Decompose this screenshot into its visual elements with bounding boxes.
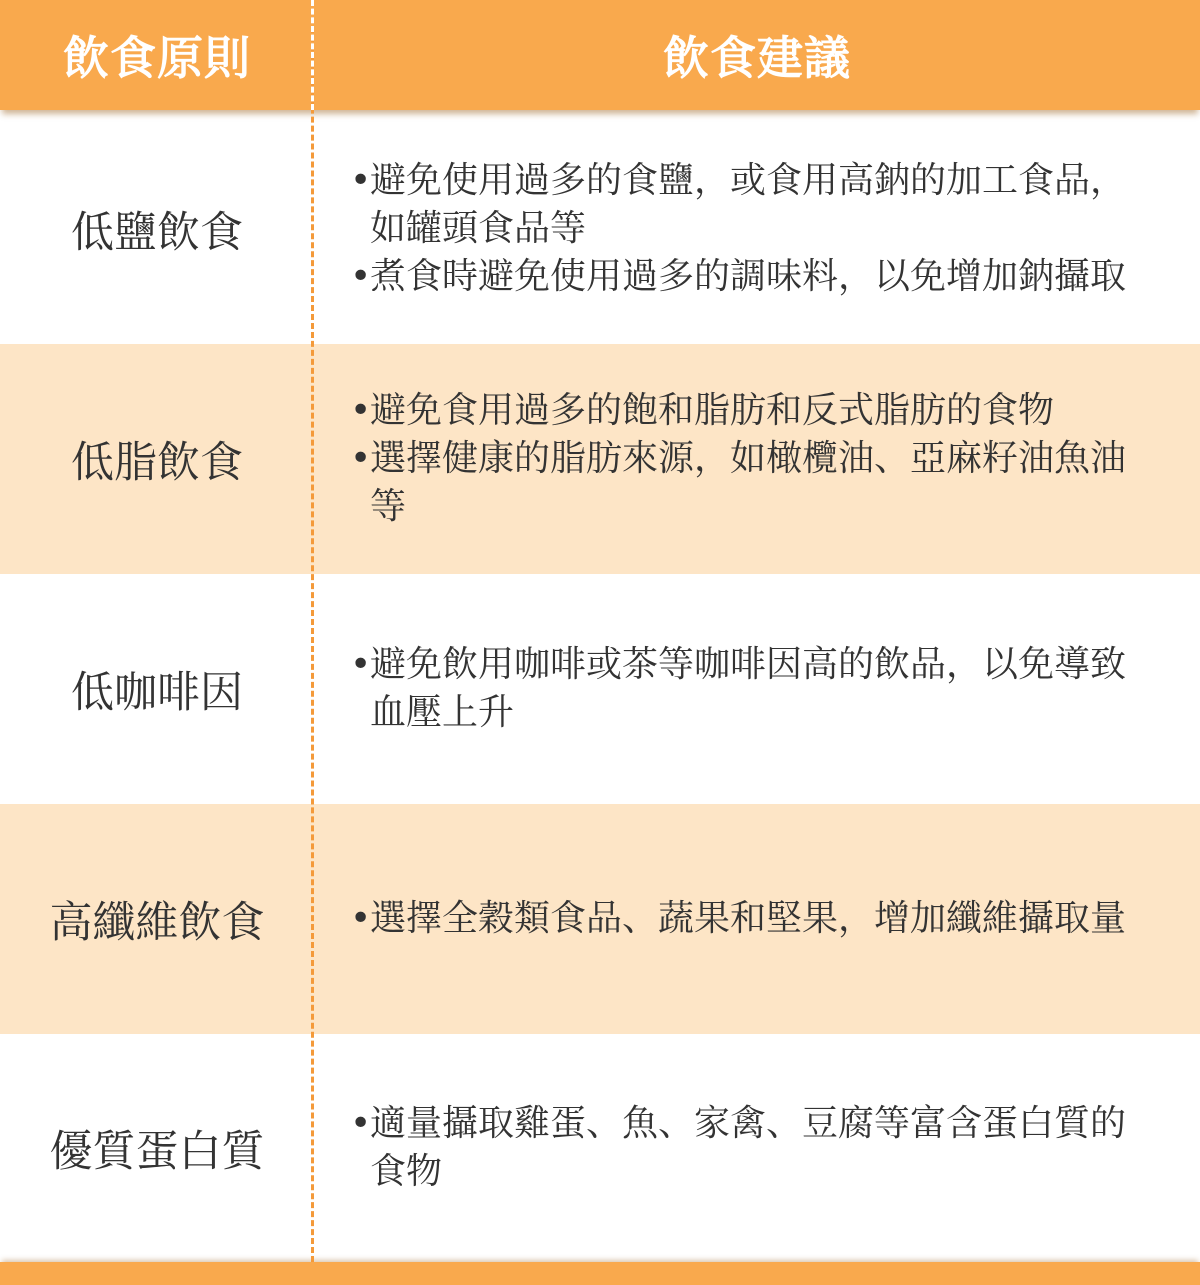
advice-text: 選擇健康的脂肪來源，如橄欖油、亞麻籽油魚油等: [370, 438, 1127, 527]
principle-cell: 低咖啡因: [71, 667, 243, 718]
advice-item: [350, 895, 1150, 943]
advice-text: 適量攝取雞蛋、魚、家禽、豆腐等富含蛋白質的食物: [370, 1103, 1127, 1192]
bullet-icon: •: [350, 898, 372, 939]
advice-cell: [350, 344, 1150, 574]
advice-cell: [350, 804, 1150, 1034]
table-row: [0, 574, 1200, 804]
column-divider: [311, 0, 314, 1262]
principle-cell: 優質蛋白質: [49, 1126, 265, 1177]
advice-text: 避免使用過多的食鹽，或食用高鈉的加工食品，如罐頭食品等: [370, 160, 1127, 249]
bullet-icon: •: [350, 390, 372, 431]
advice-item: [350, 157, 1150, 253]
advice-item: [350, 641, 1150, 737]
bullet-icon: •: [350, 160, 372, 201]
bullet-icon: •: [350, 256, 372, 297]
table-footer-bar: [0, 1262, 1200, 1285]
advice-cell: [350, 1034, 1150, 1262]
bullet-icon: •: [350, 644, 372, 685]
header-advice: 飲食建議: [663, 31, 851, 85]
advice-cell: [350, 574, 1150, 804]
principle-cell: 低鹽飲食: [71, 207, 243, 258]
advice-item: [350, 387, 1150, 435]
advice-text: 避免飲用咖啡或茶等咖啡因高的飲品，以免導致血壓上升: [370, 644, 1127, 733]
table-header: [0, 0, 1200, 110]
table-row: [0, 804, 1200, 1034]
advice-text: 避免食用過多的飽和脂肪和反式脂肪的食物: [370, 390, 1055, 431]
table-row: [0, 114, 1200, 344]
advice-cell: [350, 114, 1150, 344]
principle-cell: 高纖維飲食: [49, 897, 265, 948]
advice-item: [350, 435, 1150, 531]
header-principle: 飲食原則: [63, 31, 251, 85]
advice-text: 選擇全穀類食品、蔬果和堅果，增加纖維攝取量: [370, 898, 1127, 939]
advice-item: [350, 253, 1150, 301]
table-row: [0, 1034, 1200, 1262]
principle-cell: 低脂飲食: [71, 437, 243, 488]
bullet-icon: •: [350, 1103, 372, 1144]
header-divider: [311, 0, 314, 110]
table-row: [0, 344, 1200, 574]
bullet-icon: •: [350, 438, 372, 479]
advice-item: [350, 1100, 1150, 1196]
advice-text: 煮食時避免使用過多的調味料，以免增加鈉攝取: [370, 256, 1127, 297]
